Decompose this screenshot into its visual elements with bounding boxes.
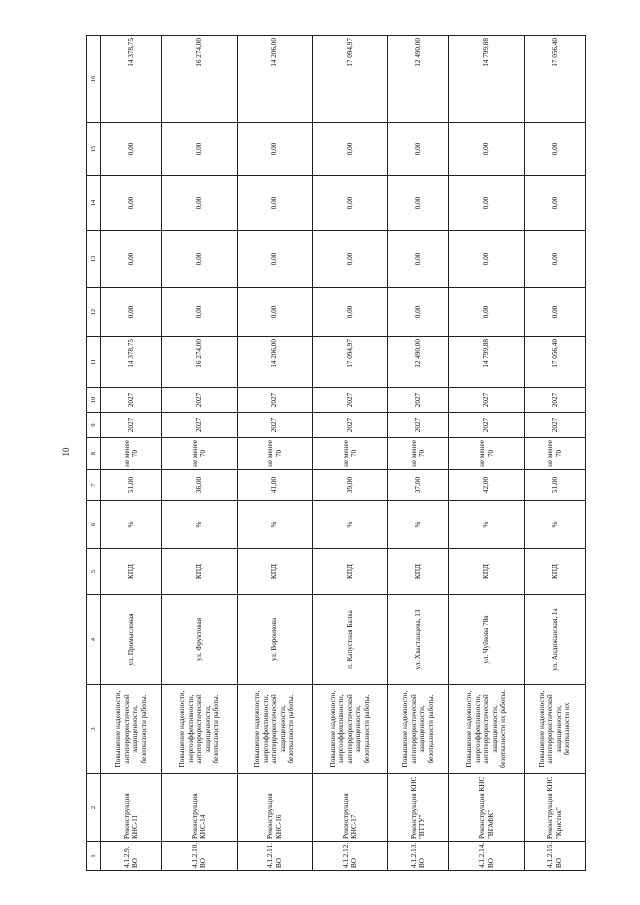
- total-cost: 17 094,97: [312, 336, 387, 387]
- year-start: 2027: [312, 412, 387, 437]
- unit: %: [161, 500, 236, 548]
- column-number: 11: [86, 336, 100, 387]
- column-number: 6: [86, 500, 100, 548]
- item-number: 4.1.2.14. ВО: [448, 841, 523, 870]
- column-number: 8: [86, 437, 100, 469]
- year-end: 2027: [312, 387, 387, 412]
- purpose: Повышение надежности, энергоэффективности, антитеррористической защищенности, безотказности работы.: [161, 684, 236, 773]
- target-value: не менее 70: [237, 437, 312, 469]
- cost-col-15: 0,00: [448, 122, 523, 175]
- address: ул. Хвастанцева, 13: [387, 594, 448, 684]
- column-number: 16: [86, 35, 100, 122]
- cost-col-15: 0,00: [100, 122, 161, 175]
- cost-col-14: 0,00: [100, 175, 161, 230]
- target-value: не менее 70: [161, 437, 236, 469]
- column-number: 12: [86, 287, 100, 336]
- cost-col-13: 0,00: [387, 230, 448, 287]
- item-number: 4.1.2.12. ВО: [312, 841, 387, 870]
- cost-col-16: 14 378,75: [100, 35, 161, 122]
- year-start: 2027: [387, 412, 448, 437]
- total-cost: 17 056,40: [524, 336, 585, 387]
- indicator: КПД: [524, 548, 585, 594]
- cost-col-13: 0,00: [237, 230, 312, 287]
- address: ул. Фруктовая: [161, 594, 236, 684]
- total-cost: 16 274,00: [161, 336, 236, 387]
- cost-col-12: 0,00: [312, 287, 387, 336]
- address: ул. Андижанская, 1а: [524, 594, 585, 684]
- year-start: 2027: [448, 412, 523, 437]
- cost-col-15: 0,00: [312, 122, 387, 175]
- cost-col-12: 0,00: [524, 287, 585, 336]
- indicator: КПД: [237, 548, 312, 594]
- indicator: КПД: [448, 548, 523, 594]
- current-value: 37,00: [387, 469, 448, 500]
- table-row: [100, 35, 161, 870]
- total-cost: 14 206,00: [237, 336, 312, 387]
- cost-col-16: 14 206,00: [237, 35, 312, 122]
- object-name: Реконструкция КНС-14: [161, 773, 236, 841]
- column-number: 3: [86, 684, 100, 773]
- column-number: 1: [86, 841, 100, 870]
- table-row: [448, 35, 523, 870]
- item-number: 4.1.2.15. ВО: [524, 841, 585, 870]
- current-value: 51,00: [100, 469, 161, 500]
- column-number: 15: [86, 122, 100, 175]
- indicator: КПД: [161, 548, 236, 594]
- investment-program-table: [86, 35, 586, 871]
- item-number: 4.1.2.11. ВО: [237, 841, 312, 870]
- column-number: 7: [86, 469, 100, 500]
- table-row: [237, 35, 312, 870]
- year-end: 2027: [100, 387, 161, 412]
- purpose: Повышение надежности, антитеррористической защищенности, безотказности их: [524, 684, 585, 773]
- unit: %: [100, 500, 161, 548]
- total-cost: 14 799,88: [448, 336, 523, 387]
- year-end: 2027: [161, 387, 236, 412]
- purpose: Повышение надежности, энергоэффективности, антитеррористической защищенности, безотказности работы.: [312, 684, 387, 773]
- total-cost: 14 378,75: [100, 336, 161, 387]
- cost-col-12: 0,00: [448, 287, 523, 336]
- cost-col-13: 0,00: [312, 230, 387, 287]
- current-value: 39,00: [312, 469, 387, 500]
- cost-col-12: 0,00: [237, 287, 312, 336]
- object-name: Реконструкция КНС-16: [237, 773, 312, 841]
- address: ул. Чуйкова 78в: [448, 594, 523, 684]
- current-value: 42,00: [448, 469, 523, 500]
- object-name: Реконструкция КНС-17: [312, 773, 387, 841]
- cost-col-14: 0,00: [237, 175, 312, 230]
- indicator: КПД: [387, 548, 448, 594]
- year-start: 2027: [100, 412, 161, 437]
- cost-col-16: 17 056,40: [524, 35, 585, 122]
- year-end: 2027: [448, 387, 523, 412]
- unit: %: [237, 500, 312, 548]
- table-row: [524, 35, 585, 870]
- cost-col-14: 0,00: [448, 175, 523, 230]
- column-number: 2: [86, 773, 100, 841]
- column-number: 9: [86, 412, 100, 437]
- address: ул. Промысловая: [100, 594, 161, 684]
- cost-col-15: 0,00: [237, 122, 312, 175]
- cost-col-16: 14 799,88: [448, 35, 523, 122]
- unit: %: [448, 500, 523, 548]
- cost-col-15: 0,00: [524, 122, 585, 175]
- table-row: [387, 35, 448, 870]
- year-end: 2027: [237, 387, 312, 412]
- table-row: [161, 35, 236, 870]
- cost-col-13: 0,00: [524, 230, 585, 287]
- target-value: не менее 70: [100, 437, 161, 469]
- cost-col-13: 0,00: [100, 230, 161, 287]
- item-number: 4.1.2.9. ВО: [100, 841, 161, 870]
- current-value: 36,00: [161, 469, 236, 500]
- indicator: КПД: [312, 548, 387, 594]
- cost-col-14: 0,00: [312, 175, 387, 230]
- address: ул. Воронкова: [237, 594, 312, 684]
- cost-col-14: 0,00: [524, 175, 585, 230]
- cost-col-15: 0,00: [161, 122, 236, 175]
- address: п. Капустная Балка: [312, 594, 387, 684]
- current-value: 41,00: [237, 469, 312, 500]
- target-value: не менее 70: [448, 437, 523, 469]
- cost-col-14: 0,00: [387, 175, 448, 230]
- column-number: 10: [86, 387, 100, 412]
- object-name: Реконструкция КНС "Кристик": [524, 773, 585, 841]
- object-name: Реконструкция КНС "ВГАФК": [448, 773, 523, 841]
- item-number: 4.1.2.13. ВО: [387, 841, 448, 870]
- cost-col-12: 0,00: [387, 287, 448, 336]
- object-name: Реконструкция КНС "ВТТУ": [387, 773, 448, 841]
- unit: %: [387, 500, 448, 548]
- target-value: не менее 70: [312, 437, 387, 469]
- cost-col-16: 17 094,97: [312, 35, 387, 122]
- purpose: Повышение надежности, антитеррористической защищенности, безотказности работы.: [100, 684, 161, 773]
- cost-col-12: 0,00: [161, 287, 236, 336]
- column-number: 5: [86, 548, 100, 594]
- unit: %: [524, 500, 585, 548]
- current-value: 51,00: [524, 469, 585, 500]
- page-number: 10: [61, 447, 71, 457]
- year-start: 2027: [161, 412, 236, 437]
- column-number-row: [86, 35, 100, 870]
- unit: %: [312, 500, 387, 548]
- cost-col-16: 12 490,00: [387, 35, 448, 122]
- year-start: 2027: [237, 412, 312, 437]
- column-number: 14: [86, 175, 100, 230]
- cost-col-16: 16 274,00: [161, 35, 236, 122]
- target-value: не менее 70: [524, 437, 585, 469]
- purpose: Повышение надежности, энергоэффективности, антитеррористической защищенности, безотказности работы.: [237, 684, 312, 773]
- cost-col-15: 0,00: [387, 122, 448, 175]
- indicator: КПД: [100, 548, 161, 594]
- object-name: Реконструкция КНС-11: [100, 773, 161, 841]
- year-start: 2027: [524, 412, 585, 437]
- purpose: Повышение надежности, энергоэффективности, антитеррористической защищенности, безотказности их работы.: [448, 684, 523, 773]
- column-number: 13: [86, 230, 100, 287]
- total-cost: 12 490,00: [387, 336, 448, 387]
- table-row: [312, 35, 387, 870]
- item-number: 4.1.2.10. ВО: [161, 841, 236, 870]
- cost-col-13: 0,00: [448, 230, 523, 287]
- year-end: 2027: [387, 387, 448, 412]
- cost-col-12: 0,00: [100, 287, 161, 336]
- cost-col-14: 0,00: [161, 175, 236, 230]
- cost-col-13: 0,00: [161, 230, 236, 287]
- year-end: 2027: [524, 387, 585, 412]
- column-number: 4: [86, 594, 100, 684]
- purpose: Повышение надежности, антитеррористической защищенности, безотказности работы.: [387, 684, 448, 773]
- rotated-table-wrapper: [85, 35, 585, 870]
- target-value: не менее 70: [387, 437, 448, 469]
